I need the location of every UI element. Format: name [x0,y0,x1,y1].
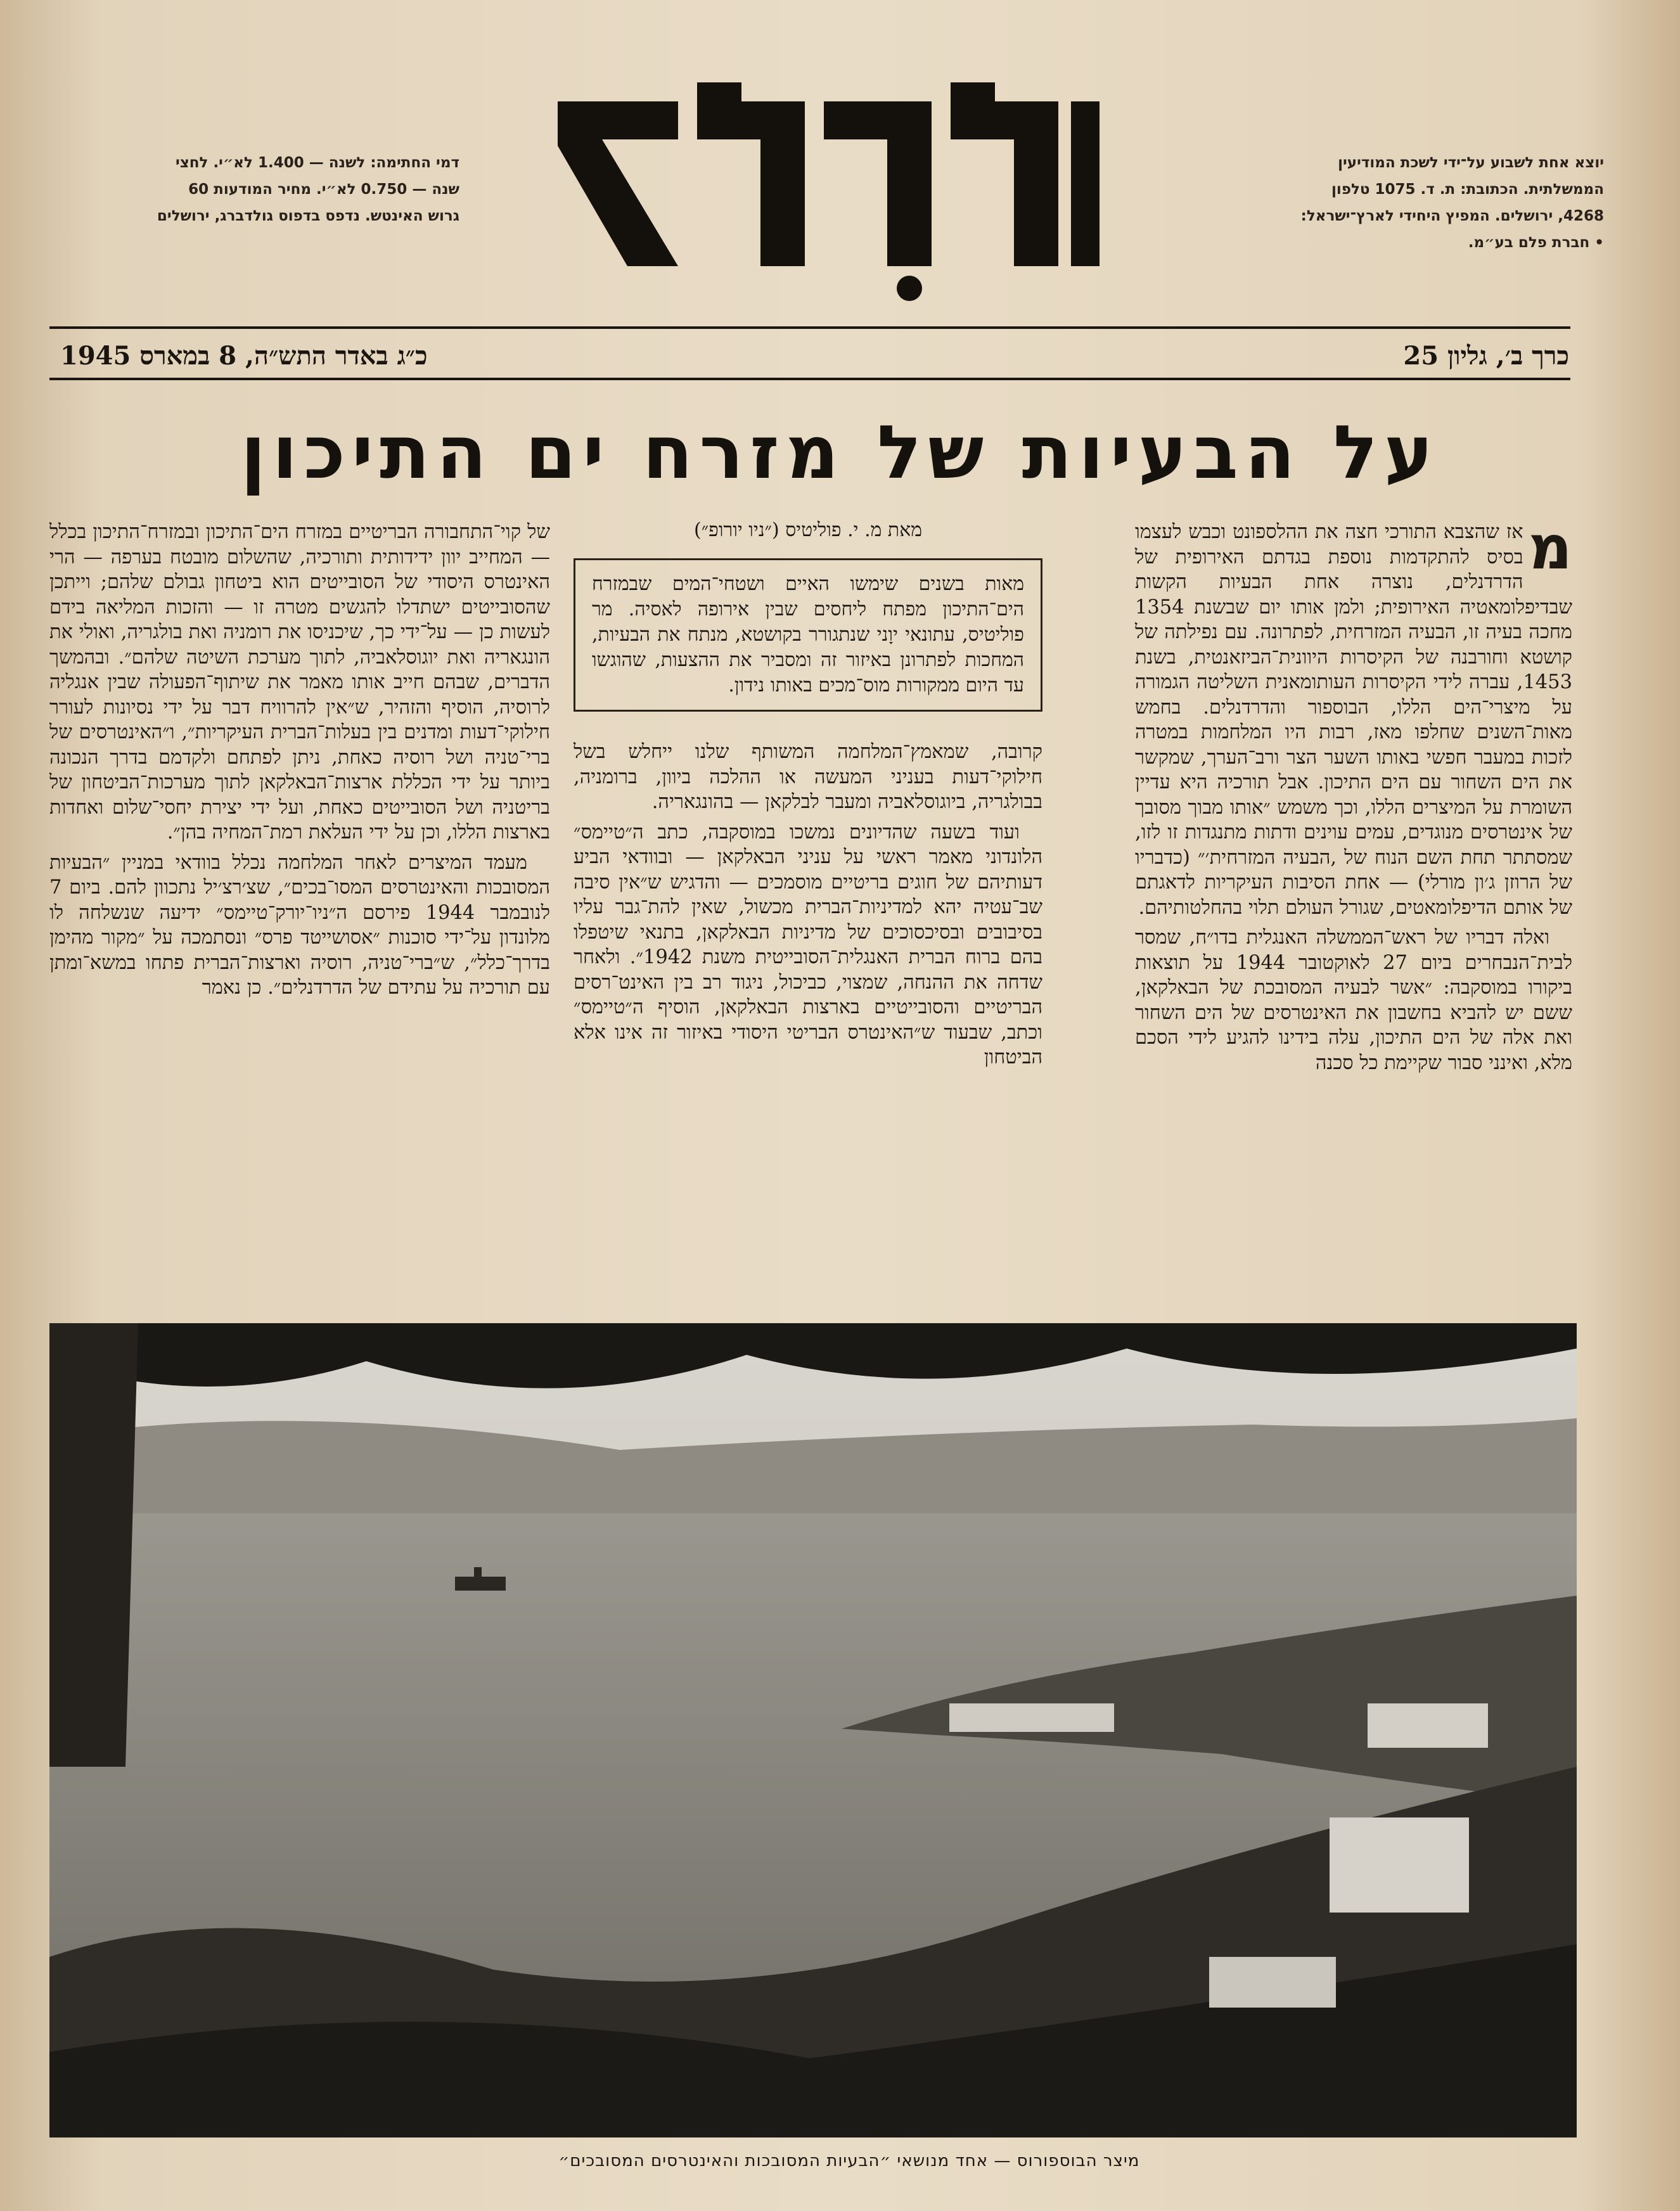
publisher-line: הממשלתית. הכתובת: ת. ד. 1075 טלפון [1331,181,1604,198]
article-column-right [1135,512,1572,1080]
paragraph: ואלה דבריו של ראש־הממשלה האנגלית בדו״ח, שמסר לבית־הנבחרים ביום 27 לאוקטובר 1944 על תוצאות ביקורו במוסקבה: ״אשר לבעיה המסובכת של הבאלקאן, ששם יש להביא בחשבון את האינטרסים של הים השחור ואת אלה של הים התיכון, עלה בידינו להגיע לידי הסכם מלא, ואינני סבור שקיימת כל סכנה [1135,926,1572,1074]
subscription-line: גרוש האינטש. נדפס בדפוס גולדברג, ירושלים [157,208,459,224]
publisher-line: 4268, ירושלים. המפיץ היחידי לארץ־ישראל: [1300,208,1604,224]
paragraph: מעמד המיצרים לאחר המלחמה נכלל בוודאי במניין ״הבעיות המסובכות והאינטרסים המסו־בכים״, שצ׳רצ׳יל נתכוון להם. ביום 7 לנובמבר 1944 פירסם ה״ניו־יורק־טיימס״ ידיעה שנשלחה לו מלונדון על־ידי סוכנות ״אסושייטד פרס״ ונסתמכה על ״מקור מהימן בדרך־כלל״, ש״ברי־טניה, רוסיה וארצות־הברית פתחו במשא־ומתן עם תורכיה על עתידם של הדרדנלים״. כן נאמר [49,851,550,999]
article-headline: על הבעיות של מזרח ים התיכון [240,410,1440,496]
drop-cap: מ [1528,512,1572,583]
paragraph: קרובה, שמאמץ־המלחמה המשותף שלנו ייחלש בשל חילוקי־דעות בעניני המעשה או ההלכה ביוון, ברומניה, בבולגריה, ביוגוסלאביה ומעבר לבלקאן — בהונגאריה. [574,741,1042,813]
subscription-line: דמי החתימה: לשנה — 1.400 לא״י. לחצי [175,155,459,171]
paragraph: ועוד בשעה שהדיונים נמשכו במוסקבה, כתב ה״טיימס״ הלונדוני מאמר ראשי על עניני הבאלקאן — ובוודאי הביע דעותיהם של חוגים בריטיים מוסמכים — והדגיש ש״אין סיבה שב־עטיה יהא למדיניות־הברית מכשול, שאין להת־גבר עליו בסיבובים ובסיכסוכים של מדיניות הבאלקאן, בתנאי שיטפלו בהם ברוח הברית האנגלית־הסובייטית משנת 1942״. ולאחר שדחה את ההנחה, שמצוי, כביכול, ניגוד רב בין האינט־רסים הבריטיים והסובייטיים בארצות הבאלקאן, הוסיף ה״טיימס״ וכתב, שבעוד ש״האינטרס הבריטי היסודי באיזור זה אינו אלא הביטחון [574,821,1042,1068]
publisher-line: • חברת פלם בע״מ. [1468,234,1604,251]
article-byline: מאת מ. י. פוליטיס (״ניו יורופ״) [694,519,922,541]
bottom-rule [49,378,1570,380]
article-abstract: מאות בשנים שימשו האיים ושטחי־המים שבמזרח הים־התיכון מפתח ליחסים שבין אירופה לאסיה. מר פוליטיס, עתונאי יוָני שנתגורר בקושטא, מנתח את הבעיות, המחכות לפתרונן באיזור זה ומסביר את ההצעות, שהוגשו עד היום ממקורות מוס־מכים באותו נידון. [574,558,1042,712]
photo-image-icon [49,1323,1577,2137]
paragraph: של קוי־התחבורה הבריטיים במזרח הים־התיכון ובמזרח־התיכון בכלל — המחייב יוון ידידותית ותורכיה, שהשלום מובטח בערפה — הרי האינטרס היסודי של הסובייטים הוא ביטחון גבולם שלהם; וייתכן שהסובייטים ישתדלו להגשים מטרה זו — והזכות המליאה בידם לעשות כן — על־ידי כך, שיכניסו את רומניה ואת בולגריה, ואולי את הונגאריה ואת יוגוסלאביה, לתוך מערכת השיטה שלהם״. ובהמשך הדברים, שבהם חייב אותו מאמר את שיתוף־הפעולה שבין אנגליה לרוסיה, הוסיף והזהיר, ש״אין להרוויח דבר על ידי נסיונות לעורר חילוקי־דעות ומדנים בין בעלות־הברית העיקריות״, ו״האינטרסים של ברי־טניה ושל רוסיה כאחת, ניתן לפתחם ולקדמם בדרך הנכונה ביותר על ידי הכללת ארצות־הבאלקאן לתוך מערכות־הביטחון של בריטניה ושל הסובייטים כאחת, ועל ידי יצירת יחסי־שלום ואחדות בארצות הללו, וכן על ידי העלאת רמת־המחיה בהן״. [49,521,550,843]
middle-column-text [574,740,1042,1070]
top-rule [49,326,1570,329]
logo-lettering [551,76,1103,304]
paragraph: אז שהצבא התורכי חצה את ההלספונט וכבש לעצמו בסיס להתקדמות נוספת בגדתם האירופית של הדרדנלים, נוצרה אחת הבעיות הקשות שבדיפלומאטיה האירופית; ולמן אותו יום שבשנת 1354 מחכה בעיה זו, הבעיה המזרחית, לפתרונה. עם נפילתה של קושטא וחורבנה של הקיסרות היוונית־הביזאנטית, בשנת 1453, עברה לידי הקיסרות העותומאנית השליטה הגמורה על מיצרי־הים הללו, הבוספור והדרדנלים. בחמש מאות־השנים שחלפו מאז, רבות היו המלחמות במטרה לזכות במעבר חפשי באותו השער הצר ורב־הערך, שמקשר את הים השחור עם הים התיכון. אבל תורכיה היא עדיין השומרת על המיצרים הללו, וכך משמש ״אותו מבוך מסובך של אינטרסים מנוגדים, עמים עוינים ודתות מתנגדות זו לזו, שמסתתר תחת השם הנוח של ,הבעיה המזרחית׳״ (כדבריו של הרוזן ג׳ון מורלי) — אחת הסיבות העיקריות לדאגתם של אותם הדיפלומאטים, שגורל העולם תלוי בהחלטותיהם. [1135,521,1572,919]
publisher-line: יוצא אחת לשבוע על־ידי לשכת המודיעין [1338,155,1604,171]
bosphorus-photo [49,1323,1577,2137]
masthead-publisher-info [1211,150,1604,256]
masthead-subscription-info [60,150,459,229]
article-column-left [49,520,550,1006]
issue-date: כ״ג באדר התש״ה, 8 במארס 1945 [60,341,428,371]
photo-caption: מיצר הבוספורוס — אחד מנושאי ״הבעיות המסובכות והאינטרסים המסובכים״ [558,2151,1140,2170]
issue-volume: כרך ב׳, גליון 25 [1403,341,1569,371]
newspaper-logo [551,76,1103,304]
subscription-line: שנה — 0.750 לא״י. מחיר המודעות 60 [188,181,459,198]
article-column-middle [574,516,1042,1075]
